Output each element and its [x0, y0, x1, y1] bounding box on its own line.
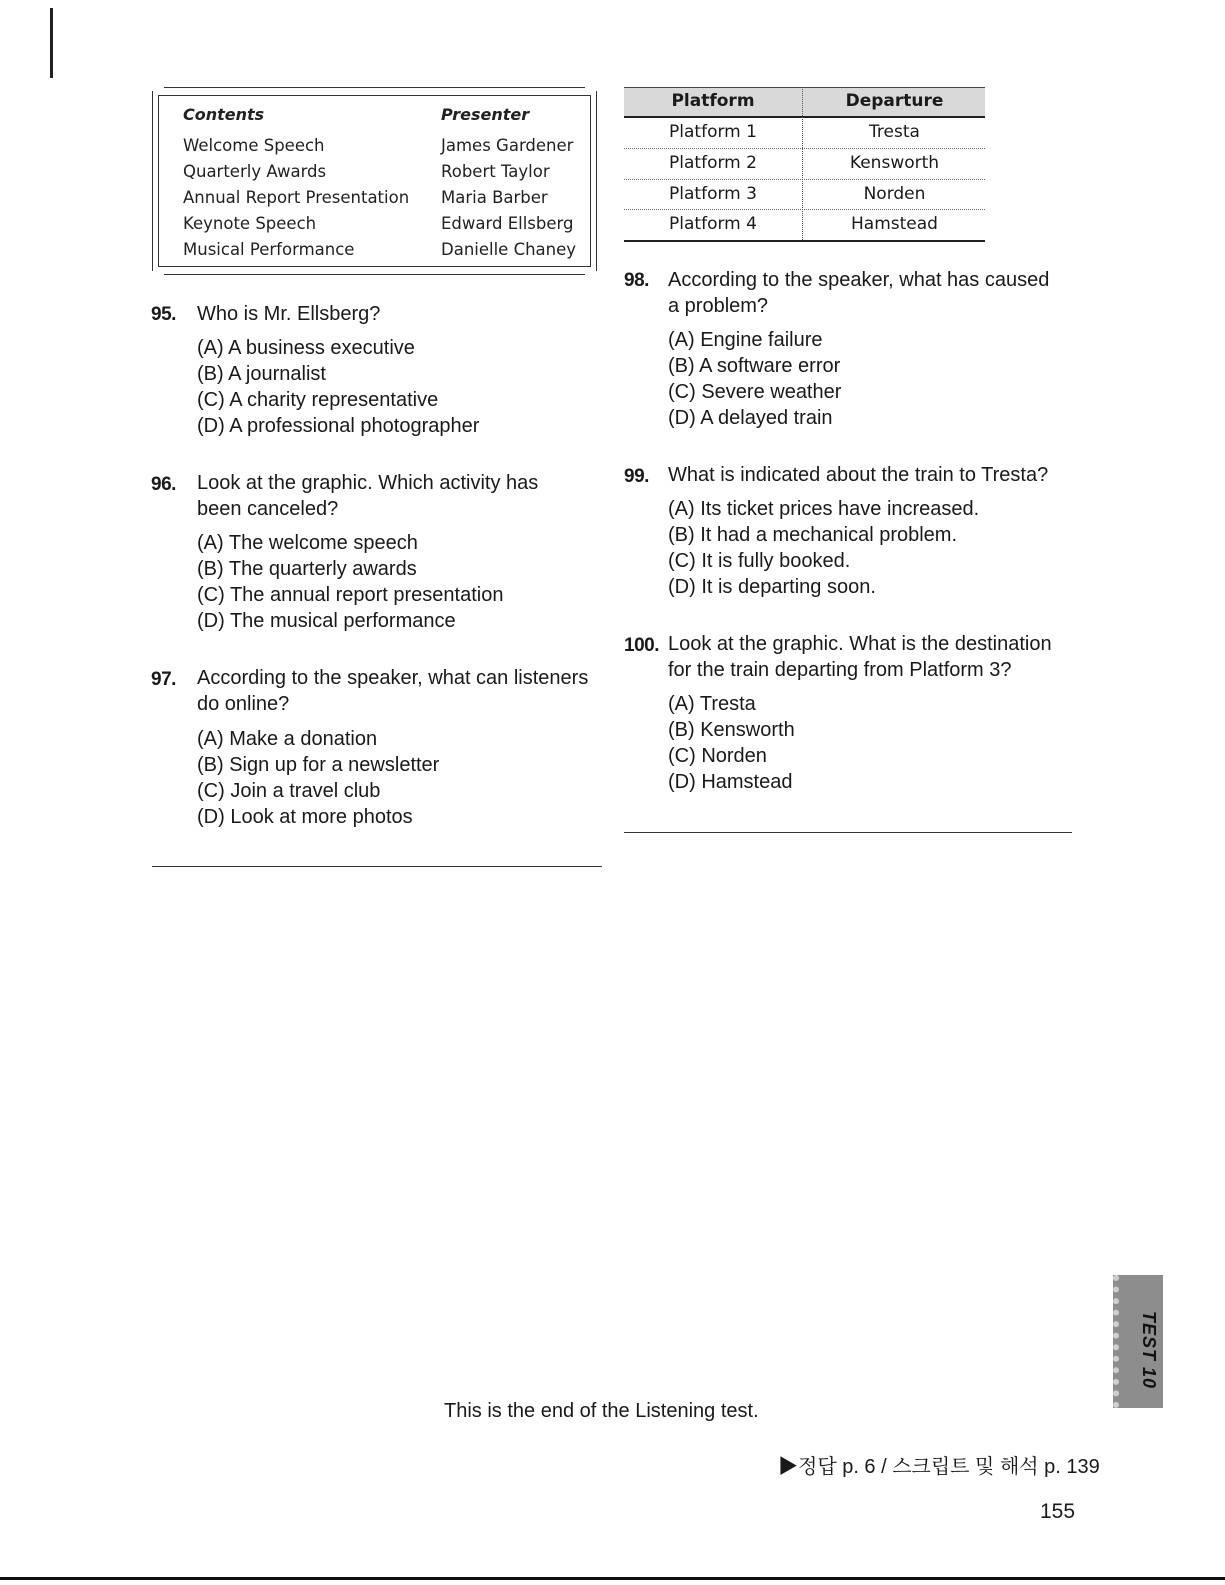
answer-option: (C) Severe weather	[668, 381, 842, 403]
answer-option: (A) Engine failure	[668, 329, 823, 351]
question-text: According to the speaker, what can listeners	[197, 667, 589, 689]
answer-option: (B) A journalist	[197, 363, 326, 385]
answer-option: (D) A delayed train	[668, 407, 833, 429]
answer-option: (C) Norden	[668, 745, 767, 767]
question-number: 99.	[624, 466, 649, 487]
table-header-platform: Platform	[671, 91, 755, 111]
question-text: Who is Mr. Ellsberg?	[197, 303, 381, 325]
answer-option: (A) Tresta	[668, 693, 756, 715]
answer-option: (D) It is departing soon.	[668, 576, 876, 598]
table-cell-platform: Platform 1	[669, 122, 757, 142]
question-text: been canceled?	[197, 498, 339, 520]
answer-option: (A) The welcome speech	[197, 532, 418, 554]
answer-option: (C) It is fully booked.	[668, 550, 851, 572]
table-cell-departure: Hamstead	[851, 214, 938, 234]
schedule-row: Musical Performance Danielle Chaney	[183, 240, 577, 259]
schedule-header	[183, 105, 583, 131]
question-number: 96.	[151, 474, 176, 495]
answer-option: (B) Sign up for a newsletter	[197, 754, 440, 776]
question-number: 100.	[624, 635, 659, 656]
question-text: a problem?	[668, 295, 769, 317]
question-text: According to the speaker, what has caused	[668, 269, 1050, 291]
answer-option: (A) A business executive	[197, 337, 415, 359]
schedule-header-presenter: Presenter	[441, 105, 530, 124]
test-side-tab-label: TEST 10	[1139, 1311, 1159, 1390]
table-cell-platform: Platform 3	[669, 184, 757, 204]
section-divider	[624, 832, 1072, 833]
schedule-row: Quarterly Awards Robert Taylor	[183, 162, 550, 181]
answer-option: (B) Kensworth	[668, 719, 795, 741]
question-text: Look at the graphic. Which activity has	[197, 472, 539, 494]
page-number: 155	[1040, 1500, 1076, 1523]
test-side-tab	[1113, 1275, 1163, 1408]
question-number: 95.	[151, 304, 176, 325]
table-cell-platform: Platform 2	[669, 153, 757, 173]
answer-option: (D) A professional photographer	[197, 415, 480, 437]
question-text: for the train departing from Platform 3?	[668, 659, 1012, 681]
question-number: 97.	[151, 669, 176, 690]
answer-option: (D) Look at more photos	[197, 806, 413, 828]
schedule-row: Keynote Speech Edward Ellsberg	[183, 214, 574, 233]
answer-option: (D) Hamstead	[668, 771, 793, 793]
table-cell-departure: Kensworth	[849, 153, 940, 173]
schedule-row: Annual Report Presentation Maria Barber	[183, 188, 548, 207]
question-number: 98.	[624, 270, 649, 291]
table-cell-departure: Tresta	[869, 122, 920, 142]
table-cell-departure: Norden	[863, 184, 926, 204]
end-of-test-notice: This is the end of the Listening test.	[444, 1400, 759, 1422]
question-text: What is indicated about the train to Tresta?	[668, 464, 1049, 486]
left-margin-rule	[50, 8, 53, 78]
bottom-edge-rule	[0, 1577, 1225, 1580]
question-text: Look at the graphic. What is the destination	[668, 633, 1052, 655]
section-divider	[152, 866, 602, 867]
schedule-header-contents: Contents	[183, 105, 265, 124]
answer-option: (A) Make a donation	[197, 728, 378, 750]
answer-option: (B) A software error	[668, 355, 841, 377]
answer-option: (C) A charity representative	[197, 389, 439, 411]
table-cell-platform: Platform 4	[669, 214, 757, 234]
schedule-row: Welcome Speech James Gardener	[183, 136, 574, 155]
answer-option: (D) The musical performance	[197, 610, 456, 632]
answer-option: (C) The annual report presentation	[197, 584, 504, 606]
answer-reference: ▶정답 p. 6 / 스크립트 및 해석 p. 139	[778, 1456, 1100, 1478]
table-header-departure: Departure	[845, 91, 944, 111]
answer-option: (B) It had a mechanical problem.	[668, 524, 958, 546]
answer-option: (A) Its ticket prices have increased.	[668, 498, 980, 520]
answer-option: (C) Join a travel club	[197, 780, 381, 802]
question-text: do online?	[197, 693, 290, 715]
program-schedule-box	[150, 87, 599, 275]
answer-option: (B) The quarterly awards	[197, 558, 417, 580]
